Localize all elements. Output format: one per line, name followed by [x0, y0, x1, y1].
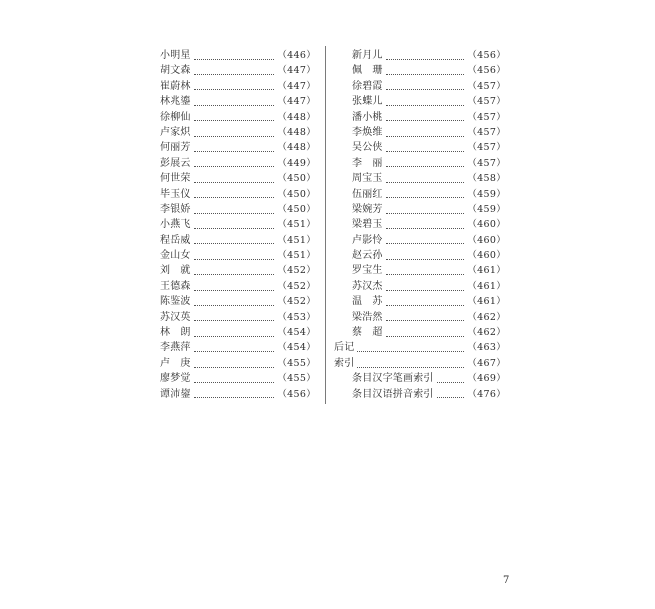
toc-entry-title: 徐碧霞 — [352, 80, 383, 92]
toc-entry-title: 梁婉芳 — [352, 203, 383, 215]
toc-entry — [334, 356, 506, 371]
toc-entry-page: （458） — [467, 173, 506, 185]
dot-leader — [194, 227, 275, 229]
dot-leader — [386, 212, 465, 214]
toc-entry-page: （448） — [277, 142, 316, 154]
dot-leader — [194, 150, 275, 152]
dot-leader — [386, 73, 465, 75]
toc-entry-page: （457） — [467, 142, 506, 154]
dot-leader — [194, 289, 275, 291]
toc-entry-title: 温 苏 — [352, 296, 383, 308]
toc-entry-title: 索引 — [334, 357, 355, 369]
dot-leader — [386, 88, 465, 90]
toc-entry-title: 胡文森 — [160, 65, 191, 77]
toc-entry — [160, 233, 316, 248]
toc-entry-page: （459） — [467, 188, 506, 200]
toc-entry-page: （452） — [277, 265, 316, 277]
toc-entry-page: （455） — [277, 373, 316, 385]
toc-entry-page: （456） — [467, 65, 506, 77]
toc-entry-title: 刘 就 — [160, 265, 191, 277]
toc-entry — [160, 79, 316, 94]
toc-entry-title: 苏汉英 — [160, 311, 191, 323]
dot-leader — [386, 258, 465, 260]
toc-entry-page: （462） — [467, 327, 506, 339]
toc-entry-title: 谭沛鋆 — [160, 388, 191, 400]
toc-column-right — [334, 48, 506, 402]
toc-entry-page: （448） — [277, 111, 316, 123]
toc-entry-title: 苏汉杰 — [352, 280, 383, 292]
toc-entry-page: （461） — [467, 280, 506, 292]
toc-entry-page: （451） — [277, 250, 316, 262]
toc-entry-title: 毕玉仪 — [160, 188, 191, 200]
toc-entry-page: （460） — [467, 250, 506, 262]
dot-leader — [386, 135, 465, 137]
toc-entry-title: 李银娇 — [160, 203, 191, 215]
toc-entry — [160, 263, 316, 278]
toc-entry-title: 崔蔚林 — [160, 80, 191, 92]
toc-entry — [334, 48, 506, 63]
toc-entry-page: （446） — [277, 50, 316, 61]
dot-leader — [194, 88, 275, 90]
dot-leader — [194, 304, 275, 306]
toc-entry — [160, 340, 316, 355]
toc-entry-page: （447） — [277, 80, 316, 92]
dot-leader — [194, 119, 275, 121]
page-number: 7 — [503, 575, 510, 586]
dot-leader — [194, 196, 275, 198]
dot-leader — [386, 319, 465, 321]
toc-entry-title: 卢家炽 — [160, 126, 191, 138]
toc-entry-title: 小明星 — [160, 50, 191, 61]
toc-entry — [334, 187, 506, 202]
dot-leader — [194, 181, 275, 183]
toc-entry — [334, 217, 506, 232]
dot-leader — [386, 104, 465, 106]
toc-entry-page: （461） — [467, 296, 506, 308]
toc-entry-title: 彭展云 — [160, 157, 191, 169]
toc-entry-page: （460） — [467, 219, 506, 231]
toc-entry-title: 徐柳仙 — [160, 111, 191, 123]
dot-leader — [386, 58, 465, 60]
toc-entry-title: 条目汉字笔画索引 — [352, 373, 434, 385]
toc-entry — [334, 371, 506, 386]
toc-entry-page: （457） — [467, 126, 506, 138]
dot-leader — [194, 165, 275, 167]
dot-leader — [437, 381, 465, 383]
toc-entry — [334, 340, 506, 355]
toc-entry — [334, 125, 506, 140]
toc-entry-page: （461） — [467, 265, 506, 277]
toc-entry-page: （451） — [277, 234, 316, 246]
toc-entry — [160, 94, 316, 109]
column-divider — [325, 46, 326, 404]
toc-entry — [334, 79, 506, 94]
dot-leader — [194, 212, 275, 214]
toc-entry-page: （456） — [467, 50, 506, 61]
toc-entry-page: （455） — [277, 357, 316, 369]
toc-entry-page: （447） — [277, 96, 316, 108]
dot-leader — [194, 396, 275, 398]
toc-entry — [334, 279, 506, 294]
toc-column-left — [160, 48, 316, 402]
toc-entry — [334, 387, 506, 402]
toc-entry — [160, 356, 316, 371]
toc-entry — [334, 263, 506, 278]
dot-leader — [386, 273, 465, 275]
toc-entry — [334, 294, 506, 309]
toc-entry — [334, 156, 506, 171]
toc-entry-title: 新月儿 — [352, 50, 383, 61]
dot-leader — [194, 319, 275, 321]
toc-entry — [334, 110, 506, 125]
dot-leader — [386, 119, 465, 121]
toc-entry-title: 廖梦觉 — [160, 373, 191, 385]
toc-entry-title: 条目汉语拼音索引 — [352, 388, 434, 400]
toc-entry — [160, 202, 316, 217]
toc-entry-title: 蔡 超 — [352, 327, 383, 339]
toc-entry-page: （462） — [467, 311, 506, 323]
toc-entry-page: （476） — [467, 388, 506, 400]
toc-entry-page: （450） — [277, 203, 316, 215]
dot-leader — [194, 381, 275, 383]
toc-entry-page: （450） — [277, 188, 316, 200]
toc-entry — [334, 171, 506, 186]
toc-entry-title: 卢影怜 — [352, 234, 383, 246]
dot-leader — [386, 335, 465, 337]
toc-entry-title: 周宝玉 — [352, 173, 383, 185]
toc-entry-page: （454） — [277, 342, 316, 354]
toc-entry-page: （457） — [467, 111, 506, 123]
toc-entry-title: 金山女 — [160, 250, 191, 262]
dot-leader — [386, 181, 465, 183]
dot-leader — [194, 242, 275, 244]
toc-entry — [334, 233, 506, 248]
toc-entry-page: （457） — [467, 80, 506, 92]
toc-entry-page: （469） — [467, 373, 506, 385]
toc-entry-title: 王德森 — [160, 280, 191, 292]
toc-entry — [160, 110, 316, 125]
toc-entry-page: （454） — [277, 327, 316, 339]
toc-entry — [160, 325, 316, 340]
toc-entry — [160, 156, 316, 171]
toc-entry-title: 佩 珊 — [352, 65, 383, 77]
toc-entry-title: 何丽芳 — [160, 142, 191, 154]
toc-entry-page: （451） — [277, 219, 316, 231]
toc-entry-page: （467） — [467, 357, 506, 369]
toc-entry-title: 潘小桃 — [352, 111, 383, 123]
toc-entry-page: （456） — [277, 388, 316, 400]
toc-entry-title: 李燕萍 — [160, 342, 191, 354]
toc-entry-title: 李焕维 — [352, 126, 383, 138]
toc-entry — [160, 310, 316, 325]
dot-leader — [194, 273, 275, 275]
dot-leader — [194, 366, 275, 368]
toc-entry-title: 陈鉴波 — [160, 296, 191, 308]
toc-entry-page: （447） — [277, 65, 316, 77]
toc-entry-title: 程岳威 — [160, 234, 191, 246]
toc-entry-page: （460） — [467, 234, 506, 246]
toc-entry-title: 林 朗 — [160, 327, 191, 339]
dot-leader — [437, 396, 465, 398]
toc-entry-page: （457） — [467, 157, 506, 169]
dot-leader — [386, 165, 465, 167]
toc-entry — [160, 48, 316, 63]
toc-entry-page: （457） — [467, 96, 506, 108]
toc-entry — [334, 63, 506, 78]
toc-entry — [160, 171, 316, 186]
toc-entry-title: 卢 庚 — [160, 357, 191, 369]
dot-leader — [386, 196, 465, 198]
dot-leader — [194, 350, 275, 352]
toc-entry — [160, 140, 316, 155]
dot-leader — [357, 366, 464, 368]
toc-entry — [334, 248, 506, 263]
toc-entry — [160, 187, 316, 202]
toc-entry-title: 张蝶儿 — [352, 96, 383, 108]
dot-leader — [194, 135, 275, 137]
toc-entry-page: （463） — [467, 342, 506, 354]
toc-entry — [334, 140, 506, 155]
toc-entry-title: 赵云孙 — [352, 250, 383, 262]
dot-leader — [386, 242, 465, 244]
toc-entry-title: 小燕飞 — [160, 219, 191, 231]
toc-entry — [160, 294, 316, 309]
toc-entry-page: （452） — [277, 296, 316, 308]
toc-entry-page: （450） — [277, 173, 316, 185]
dot-leader — [194, 73, 275, 75]
dot-leader — [194, 58, 275, 60]
toc-entry-page: （449） — [277, 157, 316, 169]
toc-entry — [160, 387, 316, 402]
toc-entry — [160, 279, 316, 294]
toc-entry — [334, 310, 506, 325]
toc-entry-title: 林兆鎏 — [160, 96, 191, 108]
toc-entry-title: 梁碧玉 — [352, 219, 383, 231]
dot-leader — [194, 104, 275, 106]
toc-entry — [160, 217, 316, 232]
toc-entry-title: 罗宝生 — [352, 265, 383, 277]
toc-entry-page: （452） — [277, 280, 316, 292]
dot-leader — [194, 335, 275, 337]
toc-entry-title: 伍丽红 — [352, 188, 383, 200]
dot-leader — [386, 289, 465, 291]
toc-entry-title: 后记 — [334, 342, 355, 354]
toc-entry — [160, 125, 316, 140]
dot-leader — [386, 304, 465, 306]
toc-entry-page: （448） — [277, 126, 316, 138]
toc-entry — [160, 248, 316, 263]
toc-entry — [334, 202, 506, 217]
toc-entry-title: 何世荣 — [160, 173, 191, 185]
toc-entry-page: （453） — [277, 311, 316, 323]
dot-leader — [386, 150, 465, 152]
toc-entry-title: 吴公侠 — [352, 142, 383, 154]
dot-leader — [386, 227, 465, 229]
toc-entry-title: 李 丽 — [352, 157, 383, 169]
toc-entry — [334, 94, 506, 109]
toc-entry-title: 梁浩然 — [352, 311, 383, 323]
toc-entry-page: （459） — [467, 203, 506, 215]
dot-leader — [194, 258, 275, 260]
toc-entry — [160, 371, 316, 386]
toc-entry — [160, 63, 316, 78]
toc-entry — [334, 325, 506, 340]
dot-leader — [357, 350, 464, 352]
